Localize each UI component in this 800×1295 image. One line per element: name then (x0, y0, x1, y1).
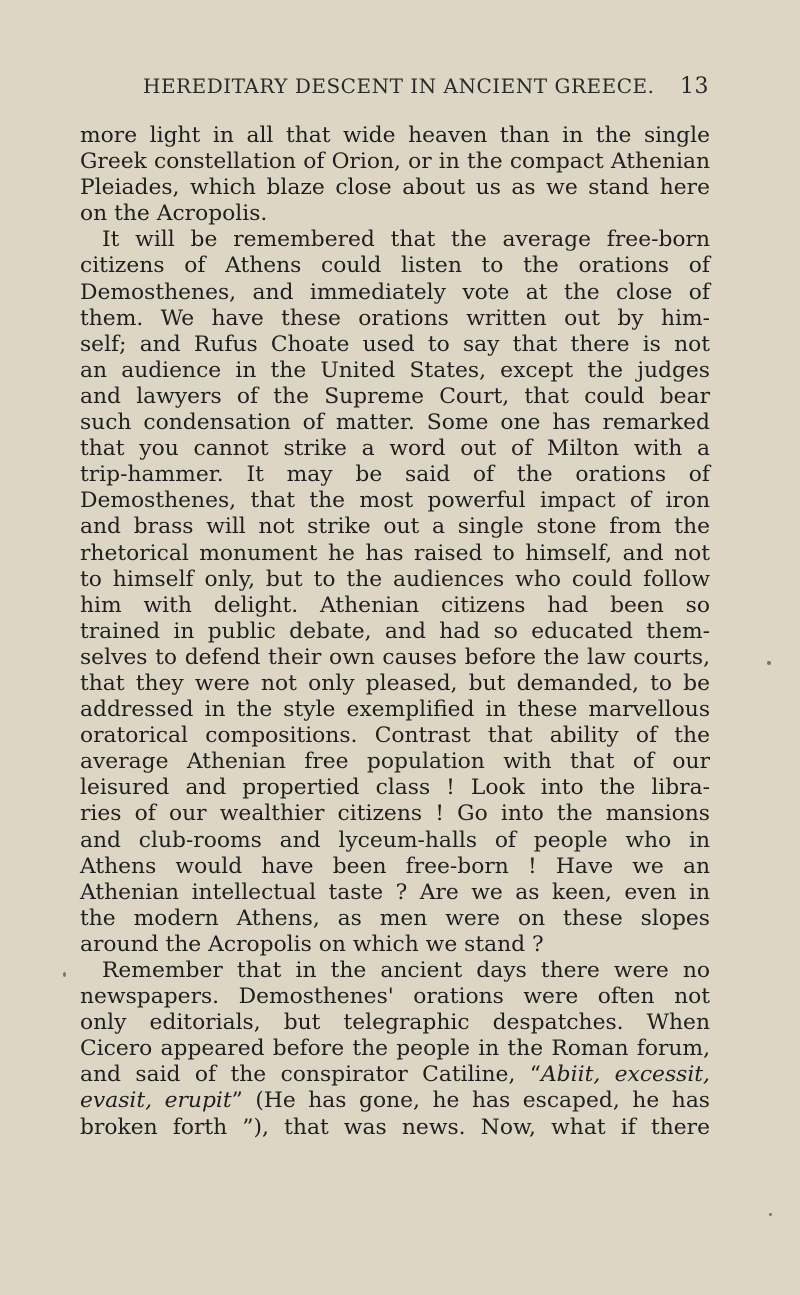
text-line: trip-hammer. It may be said of the orations of (80, 462, 710, 488)
text-line: Pleiades, which blaze close about us as we stand here (80, 175, 710, 201)
paper-speck (767, 661, 771, 665)
text-line: evasit, erupit” (He has gone, he has escaped, he has (80, 1088, 710, 1114)
text-line: rhetorical monument he has raised to himself, and not (80, 540, 710, 566)
text-line: Demosthenes, that the most powerful impact of iron (80, 488, 710, 514)
text-line: an audience in the United States, except the judges (80, 357, 710, 383)
text-line: It will be remembered that the average free-born (102, 227, 710, 253)
text-line: Demosthenes, and immediately vote at the close of (80, 279, 710, 305)
text-line: Greek constellation of Orion, or in the compact Athenian (80, 149, 710, 175)
text-line: newspapers. Demosthenes' orations were often not (80, 984, 710, 1010)
text-line: that you cannot strike a word out of Milton with a (80, 436, 710, 462)
text-line: trained in public debate, and had so educated them- (80, 618, 710, 644)
text-line: him with delight. Athenian citizens had been so (80, 592, 710, 618)
text-line: Remember that in the ancient days there were no (102, 958, 710, 983)
body-text (80, 123, 710, 1141)
text-line: them. We have these orations written out by him- (80, 305, 710, 331)
text-line: selves to defend their own causes before the law courts, (80, 644, 710, 670)
text-line: ries of our wealthier citizens ! Go into the mansions (80, 801, 710, 827)
text-line: broken forth ”), that was news. Now, what if there (80, 1114, 710, 1140)
latin-quote: Abiit, excessit, (540, 1062, 710, 1088)
text-line: and brass will not strike out a single stone from the (80, 514, 710, 540)
text-line: leisured and propertied class ! Look into the libra- (80, 775, 710, 801)
text-line: and lawyers of the Supreme Court, that could bear (80, 383, 710, 409)
text-line: only editorials, but telegraphic despatches. When (80, 1010, 710, 1036)
text-line: citizens of Athens could listen to the orations of (80, 253, 710, 279)
text-line: addressed in the style exemplified in these marvellous (80, 697, 710, 723)
text-line: around the Acropolis on which we stand ? (80, 931, 544, 957)
text-line: self; and Rufus Choate used to say that there is not (80, 331, 710, 357)
text-line: on the Acropolis. (80, 201, 268, 227)
running-title: HEREDITARY DESCENT IN ANCIENT GREECE. (143, 74, 655, 98)
text-line: that they were not only pleased, but demanded, to be (80, 670, 710, 696)
text-line: and club-rooms and lyceum-halls of people who in (80, 827, 710, 853)
page-number: 13 (680, 74, 709, 99)
text-line: oratorical compositions. Contrast that ability of the (80, 723, 710, 749)
text-line: Athens would have been free-born ! Have we an (80, 853, 710, 879)
text-line: and said of the conspirator Catiline, “Abiit, excessit, (80, 1062, 710, 1088)
paper-speck (769, 1213, 772, 1216)
text-line: more light in all that wide heaven than in the single (80, 123, 710, 148)
text-line: to himself only, but to the audiences who could follow (80, 566, 710, 592)
paper-speck (63, 972, 66, 977)
text-line: such condensation of matter. Some one has remarked (80, 410, 710, 436)
text-line: average Athenian free population with that of our (80, 749, 710, 775)
text-line: the modern Athens, as men were on these slopes (80, 905, 710, 931)
text-line: Athenian intellectual taste ? Are we as keen, even in (80, 879, 710, 905)
text-line: Cicero appeared before the people in the Roman forum, (80, 1036, 710, 1062)
